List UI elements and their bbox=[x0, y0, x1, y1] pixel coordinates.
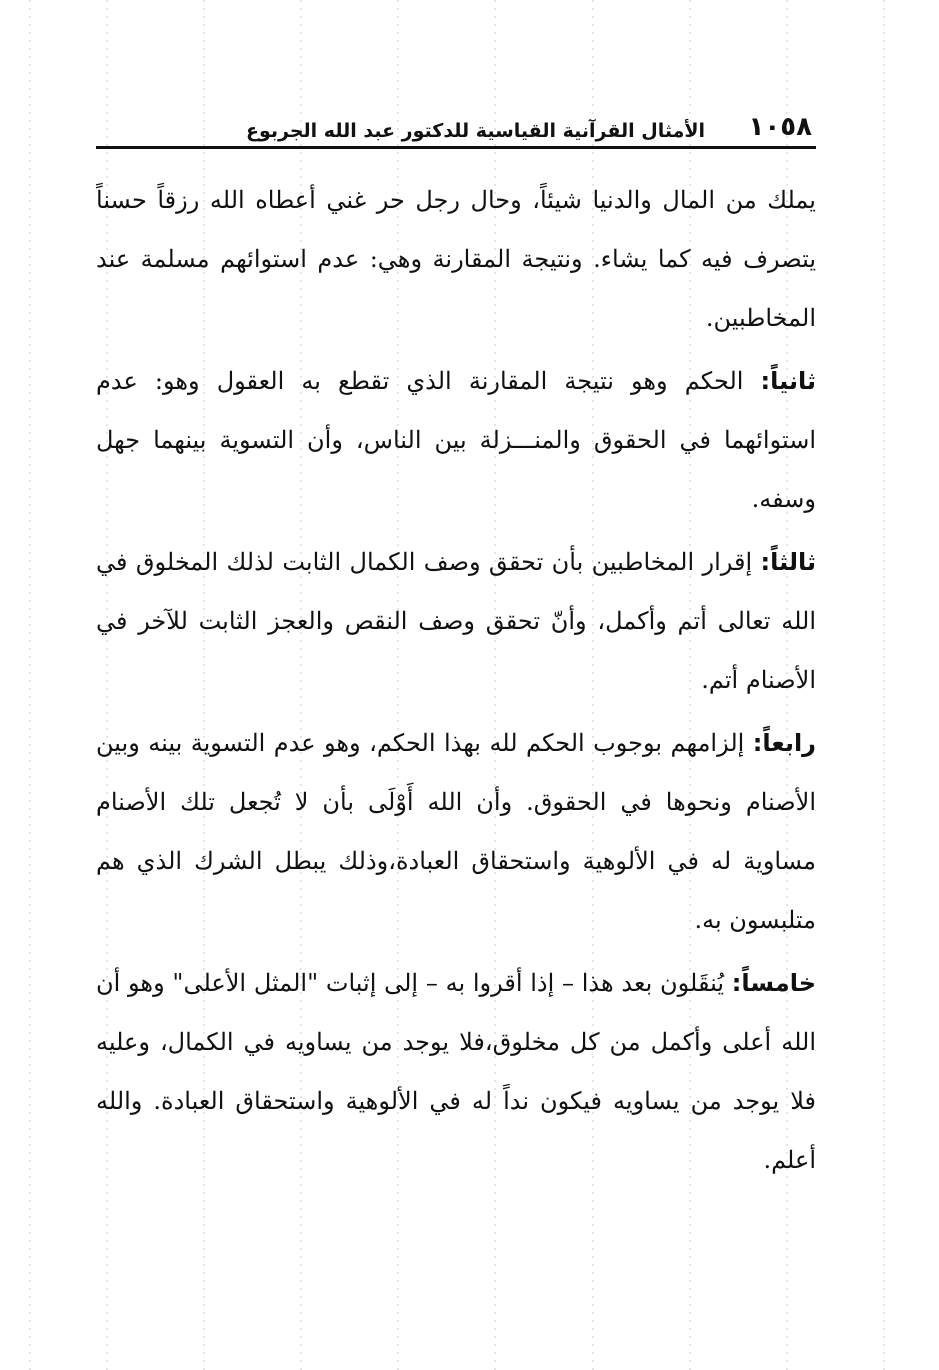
running-title: الأمثال القرآنية القياسية للدكتور عبد الله الجربوع bbox=[246, 120, 706, 142]
paragraph-lead: ثانياً: bbox=[760, 367, 816, 395]
page-number: ١٠٥٨ bbox=[748, 112, 812, 142]
paragraph-lead: رابعاً: bbox=[752, 729, 816, 757]
paragraph-text: يُنقَلون بعد هذا – إذا أقروا به – إلى إثبات "المثل الأعلى" وهو أن الله أعلى وأكمل من كل مخلوق،فلا يوجد من يساويه في الكمال، وعليه فلا يوجد من يساويه فيكون نداً له في الألوهية واستحقاق العبادة. والله أعلم. bbox=[96, 969, 816, 1174]
paragraph-fifth bbox=[96, 954, 816, 1190]
paragraph-third bbox=[96, 533, 816, 710]
paragraph-text: يملك من المال والدنيا شيئاً، وحال رجل حر غني أعطاه الله رزقاً حسناً يتصرف فيه كما يشاء. ونتيجة المقارنة وهي: عدم استوائهم مسلمة عند المخاطبين. bbox=[96, 186, 816, 332]
paragraph-lead: خامساً: bbox=[731, 969, 816, 997]
paragraph-text: الحكم وهو نتيجة المقارنة الذي تقطع به العقول وهو: عدم استوائهما في الحقوق والمنـــزلة بين الناس، وأن التسوية بينهما جهل وسفه. bbox=[96, 367, 816, 513]
paragraph-fourth bbox=[96, 714, 816, 950]
paragraph-second bbox=[96, 352, 816, 529]
paragraph-lead: ثالثاً: bbox=[760, 548, 816, 576]
paragraph-text: إقرار المخاطبين بأن تحقق وصف الكمال الثابت لذلك المخلوق في الله تعالى أتم وأكمل، وأنّ تحقق وصف النقص والعجز الثابت للآخر في الأصنام أتم. bbox=[96, 548, 816, 694]
page-header bbox=[96, 100, 816, 149]
paragraph-text: إلزامهم بوجوب الحكم لله بهذا الحكم، وهو عدم التسوية بينه وبين الأصنام ونحوها في الحقوق. وأن الله أَوْلَى بأن لا تُجعل تلك الأصنام مساوية له في الألوهية واستحقاق العبادة،وذلك يبطل الشرك الذي هم متلبسون به. bbox=[96, 729, 816, 934]
document-page bbox=[96, 100, 816, 1194]
paragraph-continuation bbox=[96, 171, 816, 348]
page-body bbox=[96, 171, 816, 1190]
